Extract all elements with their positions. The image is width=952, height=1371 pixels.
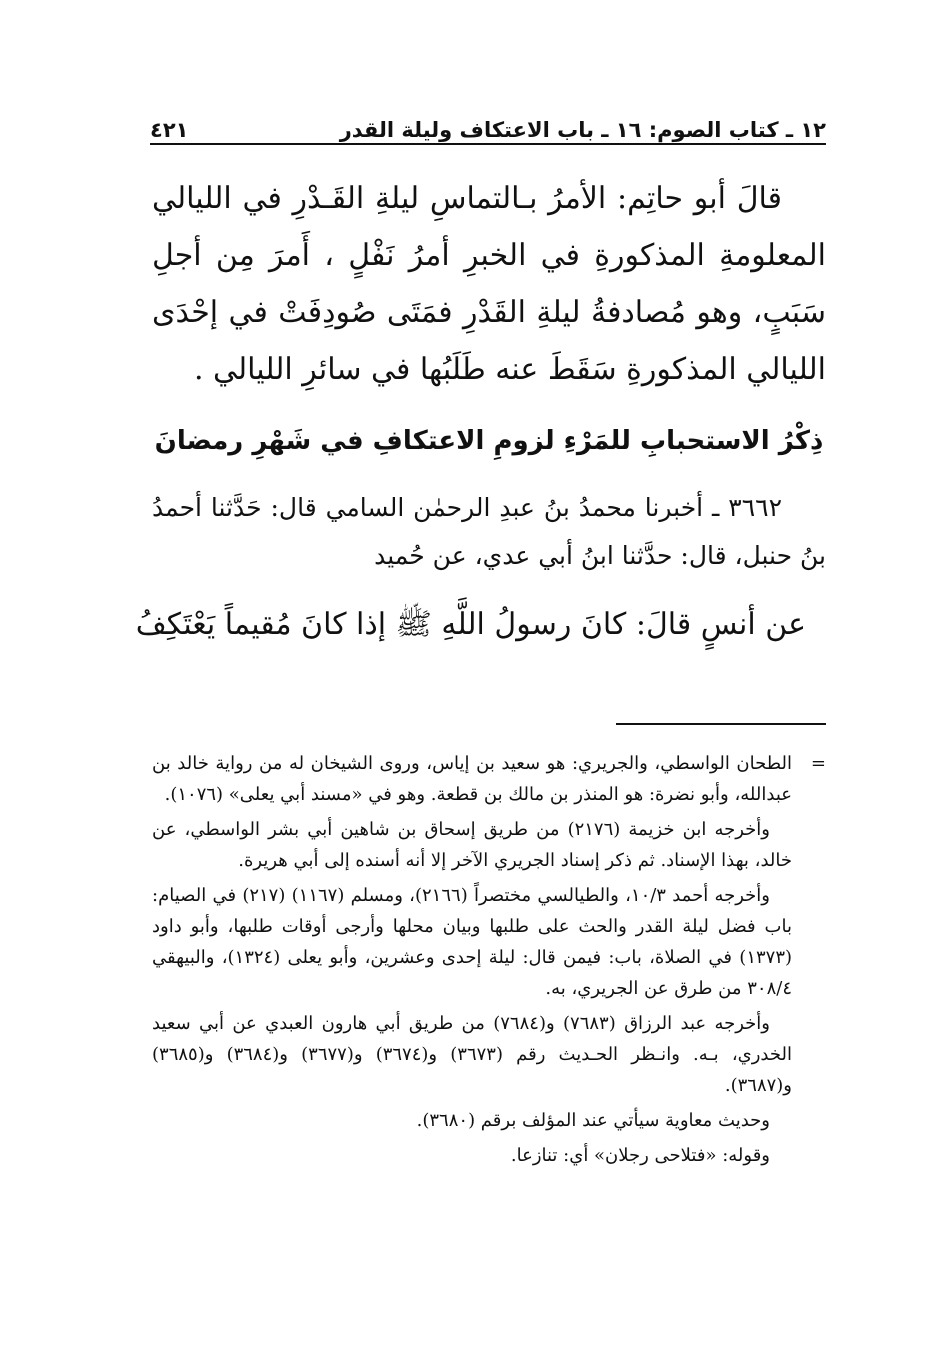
main-paragraph: قالَ أبو حاتِم: الأمرُ بـالتماسِ ليلةِ القَـدْرِ في الليالي المعلومةِ المذكورةِ في الخبرِ أمرُ نَفْلٍ ، أَمرَ مِن أجلِ سَبَبٍ، وهو مُصادفةُ ليلةِ القَدْرِ فمَتَى صُودِفَتْ في إحْدَى الليالي المذكورةِ سَقَطَ عنه طَلَبُها في سائرِ الليالي .	[152, 181, 826, 387]
footnote-text: الطحان الواسطي، والجريري: هو سعيد بن إياس، وروى الشيخان له من رواية خالد بن عبدالله، وأبو نضرة: هو المنذر بن مالك بن قطعة. وهو في «مسند أبي يعلى» (١٠٧٦).	[152, 753, 792, 805]
footnotes	[152, 748, 826, 1175]
running-header	[150, 108, 826, 142]
footnote-paragraph: وقوله: «فتلاحى رجلان» أي: تنازعا.	[510, 1145, 770, 1166]
footnote-rule	[616, 723, 826, 725]
footnote-paragraph	[152, 748, 826, 810]
footnote-paragraph: وأخرجه ابن خزيمة (٢١٧٦) من طريق إسحاق بن شاهين أبي بشر الواسطي، عن خالد، بهذا الإسناد. ثم ذكر إسناد الجريري الآخر إلا أنه أسنده إلى أبي هريرة.	[152, 819, 792, 871]
running-title: ١٢ ـ كتاب الصوم: ١٦ ـ باب الاعتكاف وليلة القدر	[339, 118, 826, 142]
hadith-matn: عن أنسٍ قالَ: كانَ رسولُ اللَّهِ ﷺ إذا كانَ مُقيماً يَعْتَكِفُ	[135, 607, 806, 642]
hadith-isnad: ٣٦٦٢ ـ أخبرنا محمدُ بنُ عبدِ الرحمٰن السامي قال: حَدَّثنا أحمدُ بنُ حنبل، قال: حدَّثنا ابنُ أبي عدي، عن حُميد	[152, 493, 826, 570]
page-number: ٤٢١	[150, 118, 189, 142]
header-rule	[150, 143, 826, 145]
footnote-continuation-marker: =	[810, 753, 826, 774]
section-heading: ذِكْرُ الاستحبابِ للمَرْءِ لزومِ الاعتكافِ في شَهْرِ رمضانَ	[154, 426, 824, 456]
footnote-paragraph: وحديث معاوية سيأتي عند المؤلف برقم (٣٦٨٠).	[416, 1110, 770, 1131]
footnote-paragraph: وأخرجه أحمد ١٠/٣، والطيالسي مختصراً (٢١٦٦)، ومسلم (١١٦٧) (٢١٧) في الصيام: باب فضل ليلة القدر والحث على طلبها وبيان محلها وأرجى أوقات طلبها، وأبو داود (١٣٧٣) في الصلاة، باب: فيمن قال: ليلة إحدى وعشرين، وأبو يعلى (١٣٢٤)، والبيهقي ٣٠٨/٤ من طرق عن الجريري، به.	[152, 885, 793, 999]
footnote-paragraph: وأخرجه عبد الرزاق (٧٦٨٣) و(٧٦٨٤) من طريق أبي هارون العبدي عن أبي سعيد الخدري، بـه. وانـظر الحـديث رقم (٣٦٧٣) و(٣٦٧٤) و(٣٦٧٧) و(٣٦٨٤) و(٣٦٨٥) و(٣٦٨٧).	[152, 1013, 792, 1096]
